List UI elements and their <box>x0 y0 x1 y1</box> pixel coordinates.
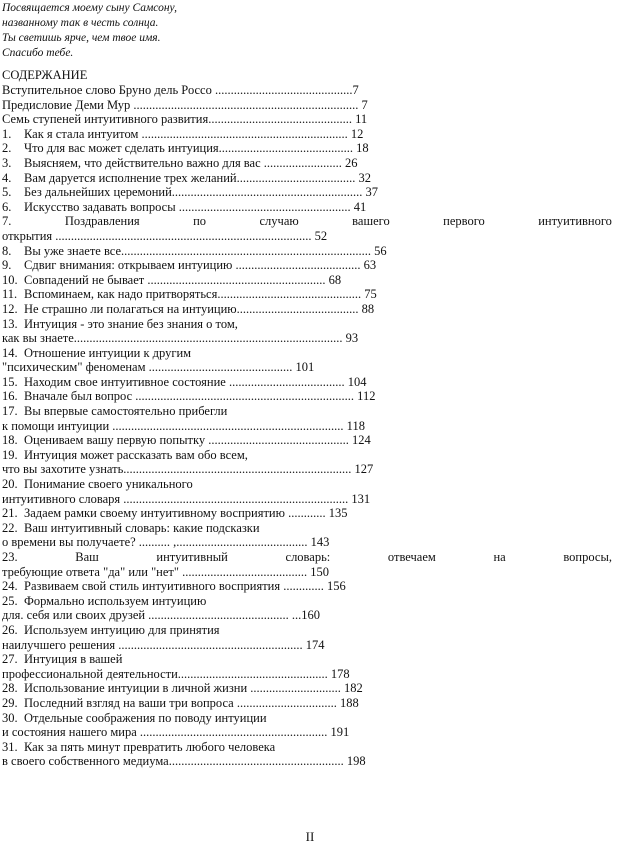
toc-entry-number: 22. <box>2 520 18 535</box>
toc-entry-text: Без дальнейших церемоний............................................................. 37 <box>24 185 379 200</box>
toc-entry-number: 16. <box>2 389 18 404</box>
toc-title: СОДЕРЖАНИЕ <box>2 68 88 82</box>
toc-entry-text: как вы знаете...................................................................................... 93 <box>2 331 359 346</box>
toc-entry-text: Как за пять минут превратить любого человека <box>24 739 276 754</box>
toc-entry <box>2 535 612 550</box>
toc-entry-number: 3. <box>2 155 12 170</box>
toc-entry <box>2 214 612 229</box>
toc-entry <box>2 141 612 156</box>
toc-entry-text: Искусство задавать вопросы ....................................................... 41 <box>24 199 367 214</box>
toc-entry <box>2 608 612 623</box>
toc-entry-text: Отношение интуиции к другим <box>24 345 192 360</box>
toc-entry-text: Как я стала интуитом .................................................................. 12 <box>24 126 364 141</box>
toc-entry-text: Последний взгляд на ваши три вопроса ................................ 188 <box>24 695 359 710</box>
toc-entry <box>2 433 612 448</box>
toc-entry-word: отвечаем <box>387 550 436 564</box>
toc-entry <box>2 273 612 288</box>
toc-entry-text: что вы захотите узнать......................................................................... 127 <box>2 462 374 477</box>
dedication-line: Спасибо тебе. <box>2 47 74 59</box>
toc-entry-number: 24. <box>2 579 18 594</box>
toc-entry-word: Ваш <box>75 550 99 564</box>
dedication-line: названному так в честь солнца. <box>2 17 159 29</box>
toc-entry <box>2 317 612 332</box>
toc-entry-text: профессиональной деятельности................................................ 178 <box>2 666 350 681</box>
toc-entry-text: Понимание своего уникального <box>24 477 193 492</box>
toc-entry-number: 31. <box>2 739 18 754</box>
toc-entry-number: 30. <box>2 710 18 725</box>
toc-entry-text: Интуиция в вашей <box>24 652 123 667</box>
toc-entry-word: интуитивного <box>538 214 612 229</box>
toc-entry-text: Что для вас может сделать интуиция........................................... 18 <box>24 141 369 156</box>
toc-entry-word: первого <box>443 214 485 229</box>
toc-entry-number: 8. <box>2 243 12 258</box>
toc-entry <box>2 681 612 696</box>
toc-entry-number: 21. <box>2 506 18 521</box>
toc-entry-text: Ваш интуитивный словарь: какие подсказки <box>24 520 260 535</box>
toc-entry-text: Задаем рамки своему интуитивному восприятию ............ 135 <box>24 506 348 521</box>
toc-entry <box>2 740 612 755</box>
toc-entry <box>2 171 612 186</box>
toc-entry <box>2 404 612 419</box>
toc-entry <box>2 156 612 171</box>
toc-entry <box>2 638 612 653</box>
toc-entry <box>2 229 612 244</box>
toc-entry <box>2 623 612 638</box>
toc-entry-number: 26. <box>2 622 18 637</box>
toc-entry-number: 14. <box>2 345 18 360</box>
toc-entry-word: словарь: <box>285 550 331 564</box>
toc-entry <box>2 112 612 127</box>
toc-entry-number: 28. <box>2 681 18 696</box>
toc-entry <box>2 302 612 317</box>
toc-entry-number: 23. <box>2 550 18 564</box>
toc-entry-text: Интуиция может рассказать вам обо всем, <box>24 447 248 462</box>
toc-entry <box>2 200 612 215</box>
toc-entry-number: 10. <box>2 272 18 287</box>
toc-entry-text: Совпадений не бывает ......................................................... 68 <box>24 272 342 287</box>
toc-entry-number: 5. <box>2 185 12 200</box>
table-of-contents <box>2 83 612 769</box>
toc-entry-number: 4. <box>2 170 12 185</box>
toc-entry-number: 1. <box>2 126 12 141</box>
toc-entry <box>2 244 612 259</box>
toc-entry-text: о времени вы получаете? .......... ,.......................................... 143 <box>2 535 330 550</box>
toc-entry-word: вопросы, <box>563 550 612 564</box>
toc-entry-text: Оцениваем вашу первую попытку ............................................. 124 <box>24 433 371 448</box>
toc-entry <box>2 375 612 390</box>
toc-entry-word: случаю <box>259 214 299 229</box>
toc-entry <box>2 652 612 667</box>
toc-entry <box>2 448 612 463</box>
toc-entry <box>2 346 612 361</box>
dedication-line: Посвящается моему сыну Самсону, <box>2 2 177 14</box>
toc-entry-number: 2. <box>2 141 12 156</box>
toc-entry <box>2 98 612 113</box>
toc-entry-text: наилучшего решения ........................................................... 174 <box>2 637 325 652</box>
toc-entry <box>2 492 612 507</box>
toc-entry <box>2 565 612 580</box>
page-number: II <box>305 829 315 844</box>
toc-entry <box>2 711 612 726</box>
toc-entry-text: Сдвиг внимания: открываем интуицию ........................................ 63 <box>24 258 377 273</box>
toc-entry-word: по <box>193 214 207 229</box>
toc-entry-text: Вспоминаем, как надо притворяться.............................................. 75 <box>24 287 377 302</box>
toc-entry-text: Вам даруется исполнение трех желаний...................................... 32 <box>24 170 371 185</box>
toc-entry-text: Используем интуицию для принятия <box>24 622 220 637</box>
toc-entry <box>2 550 612 565</box>
toc-entry-text: Развиваем свой стиль интуитивного восприятия ............. 156 <box>24 579 346 594</box>
toc-entry <box>2 754 612 769</box>
toc-entry-number: 6. <box>2 199 12 214</box>
toc-entry-number: 27. <box>2 652 18 667</box>
toc-entry-text: Отдельные соображения по поводу интуиции <box>24 710 267 725</box>
toc-entry <box>2 287 612 302</box>
toc-entry <box>2 579 612 594</box>
toc-entry-text: Вы уже знаете все................................................................................ 56 <box>24 243 387 258</box>
toc-entry <box>2 258 612 273</box>
toc-entry-number: 15. <box>2 374 18 389</box>
toc-entry-text: требующие ответа "да" или "нет" ........................................ 150 <box>2 564 329 579</box>
toc-entry-text: Предисловие Деми Мур ........................................................................ 7 <box>2 97 368 112</box>
toc-entry-text: Формально используем интуицию <box>24 593 207 608</box>
toc-entry-text: Использование интуиции в личной жизни ............................. 182 <box>24 681 363 696</box>
dedication <box>2 1 177 61</box>
toc-entry-number: 9. <box>2 258 12 273</box>
toc-entry-text: "психическим" феноменам .............................................. 101 <box>2 360 315 375</box>
toc-entry <box>2 477 612 492</box>
toc-entry-text: для. себя или своих друзей ............................................. ...160 <box>2 608 321 623</box>
toc-entry <box>2 419 612 434</box>
toc-entry-number: 20. <box>2 477 18 492</box>
toc-entry <box>2 667 612 682</box>
toc-entry-number: 12. <box>2 301 18 316</box>
toc-entry <box>2 83 612 98</box>
toc-entry-text: Семь ступеней интуитивного развития.............................................. 11 <box>2 112 368 127</box>
toc-entry-word: вашего <box>352 214 390 229</box>
toc-entry-text: открытия .................................................................................. 52 <box>2 228 328 243</box>
toc-entry <box>2 696 612 711</box>
toc-entry <box>2 594 612 609</box>
toc-entry-number: 7. <box>2 214 12 229</box>
toc-entry-text: к помощи интуиции .......................................................................... 118 <box>2 418 365 433</box>
toc-entry-text: и состояния нашего мира ............................................................ 191 <box>2 725 350 740</box>
toc-entry-text: Находим свое интуитивное состояние ..................................... 104 <box>24 374 367 389</box>
toc-entry-number: 25. <box>2 593 18 608</box>
toc-entry-number: 29. <box>2 695 18 710</box>
toc-entry <box>2 521 612 536</box>
dedication-line: Ты светишь ярче, чем твое имя. <box>2 32 161 44</box>
toc-entry-text: в своего собственного медиума........................................................ 198 <box>2 754 366 769</box>
toc-entry-number: 19. <box>2 447 18 462</box>
toc-entry-number: 11. <box>2 287 18 302</box>
toc-entry <box>2 331 612 346</box>
toc-entry <box>2 462 612 477</box>
toc-entry-word: Поздравления <box>64 214 140 229</box>
toc-entry <box>2 725 612 740</box>
toc-entry <box>2 185 612 200</box>
toc-entry-number: 13. <box>2 316 18 331</box>
toc-entry-word: интуитивный <box>156 550 228 564</box>
toc-entry-text: Интуиция - это знание без знания о том, <box>24 316 238 331</box>
toc-entry-word: на <box>493 550 506 564</box>
toc-entry-text: Вступительное слово Бруно дель Россо ............................................7 <box>2 83 359 97</box>
toc-entry-text: Вначале был вопрос ...................................................................... 112 <box>24 389 376 404</box>
toc-entry <box>2 360 612 375</box>
toc-entry-text: Вы впервые самостоятельно прибегли <box>24 404 228 419</box>
toc-entry-text: Выясняем, что действительно важно для вас ......................... 26 <box>24 155 358 170</box>
toc-entry <box>2 389 612 404</box>
toc-entry <box>2 127 612 142</box>
toc-entry-number: 18. <box>2 433 18 448</box>
toc-entry-text: Не страшно ли полагаться на интуицию....................................... 88 <box>24 301 375 316</box>
toc-entry-text: интуитивного словаря ........................................................................ 131 <box>2 491 371 506</box>
toc-entry-number: 17. <box>2 404 18 419</box>
toc-entry <box>2 506 612 521</box>
